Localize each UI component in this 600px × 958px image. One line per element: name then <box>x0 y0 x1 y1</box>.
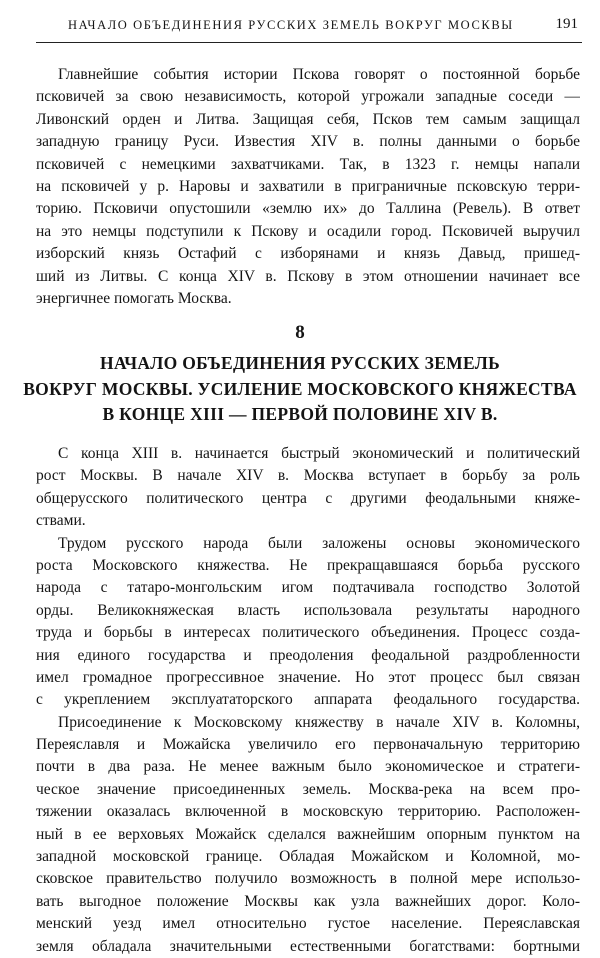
text-line: ствами. <box>36 512 86 530</box>
text-line: имел громадное прогрессивное значение. Но этот процесс был связан <box>36 668 580 686</box>
section-title <box>20 351 580 428</box>
text-line: труда и борьбы в интересах политического объединения. Процесс созда- <box>36 624 580 642</box>
text-line: Главнейшие события истории Пскова говорят о постоянной борьбе <box>58 66 580 83</box>
text-line: почти в два раза. Не менее важным было экономическое и стратеги- <box>36 758 580 776</box>
running-title: НАЧАЛО ОБЪЕДИНЕНИЯ РУССКИХ ЗЕМЕЛЬ ВОКРУГ МОСКВЫ <box>68 18 514 32</box>
section-title-line: В КОНЦЕ XIII — ПЕРВОЙ ПОЛОВИНЕ XIV В. <box>102 404 498 424</box>
text-line: псковичей с немецкими захватчиками. Так, в 1323 г. немцы напали <box>36 155 580 173</box>
text-line: Ливонский орден и Литва. Защищая себя, Псков тем самым защищал <box>36 110 580 128</box>
text-line: ный в ее верховьях Можайск сделался важнейшим опорным пунктом на <box>36 825 580 843</box>
text-line: ческое значение присоединенных земель. Москва-река на всем про- <box>36 780 580 798</box>
text-line: тяжении оказалась включенной в московскую территорию. Расположен- <box>36 803 580 821</box>
text-line: менский уезд имел относительно густое население. Переяславская <box>36 915 580 933</box>
text-line: земля обладала значительными естественными богатствами: бортными <box>36 937 580 955</box>
page-number: 191 <box>555 16 578 32</box>
text-line: на это немцы подступили к Пскову и осадили город. Псковичей выручил <box>36 222 580 240</box>
text-line: народа с татаро-монгольским игом подтачивала господство Золотой <box>36 579 580 597</box>
paragraph <box>36 533 580 712</box>
text-line: Трудом русского народа были заложены основы экономического <box>58 534 580 552</box>
text-line: вать выгодное положение Москвы как узла важнейших дорог. Коло- <box>36 892 580 910</box>
page-header <box>36 12 582 43</box>
intro-paragraph <box>36 64 580 310</box>
text-line: Присоединение к Московскому княжеству в начале XIV в. Коломны, <box>58 713 580 731</box>
section-title-line: НАЧАЛО ОБЪЕДИНЕНИЯ РУССКИХ ЗЕМЕЛЬ <box>100 353 500 373</box>
text-line: торию. Псковичи опустошили «землю их» до Таллина (Ревель). В ответ <box>36 200 580 218</box>
paragraph <box>36 712 580 958</box>
section-title-line: ВОКРУГ МОСКВЫ. УСИЛЕНИЕ МОСКОВСКОГО КНЯЖЕСТВА <box>23 378 577 399</box>
text-line: на псковичей у р. Наровы и захватили в приграничные псковскую терри- <box>36 177 580 195</box>
text-line: энергичнее помогать Москва. <box>36 289 232 307</box>
text-line: рост Москвы. В начале XIV в. Москва вступает в борьбу за роль <box>36 467 580 485</box>
text-line: западной московской границе. Обладая Можайском и Коломной, мо- <box>36 848 580 866</box>
text-line: западную границу Руси. Известия XIV в. полны данными о борьбе <box>36 133 580 151</box>
text-line: орды. Великокняжеская власть использовала результаты народного <box>36 601 580 619</box>
text-line: изборский князь Остафий с изборянами и князь Давыд, пришед- <box>36 245 580 263</box>
text-line: С конца XIII в. начинается быстрый экономический и политический <box>58 445 580 462</box>
text-line: с укреплением эксплуататорского аппарата феодального государства. <box>36 691 580 709</box>
text-line: ния единого государства и преодоления феодальной раздробленности <box>36 646 580 664</box>
text-line: сковское правительство получило возможность в полной мере использо- <box>36 870 580 888</box>
text-line: Переяславля и Можайска увеличило его первоначальную территорию <box>36 736 580 754</box>
paragraph <box>36 443 580 533</box>
text-line: псковичей за свою независимость, которой угрожали западные соседи — <box>36 88 580 106</box>
text-line: общерусского политического центра с другими феодальными княже- <box>36 489 580 507</box>
text-line: ший из Литвы. С конца XIV в. Пскову в этом отношении начинает все <box>36 267 580 285</box>
section-number: 8 <box>295 322 305 343</box>
body-text <box>36 443 580 958</box>
text-line: роста Московского княжества. Не прекращавшаяся борьба русского <box>36 556 580 574</box>
